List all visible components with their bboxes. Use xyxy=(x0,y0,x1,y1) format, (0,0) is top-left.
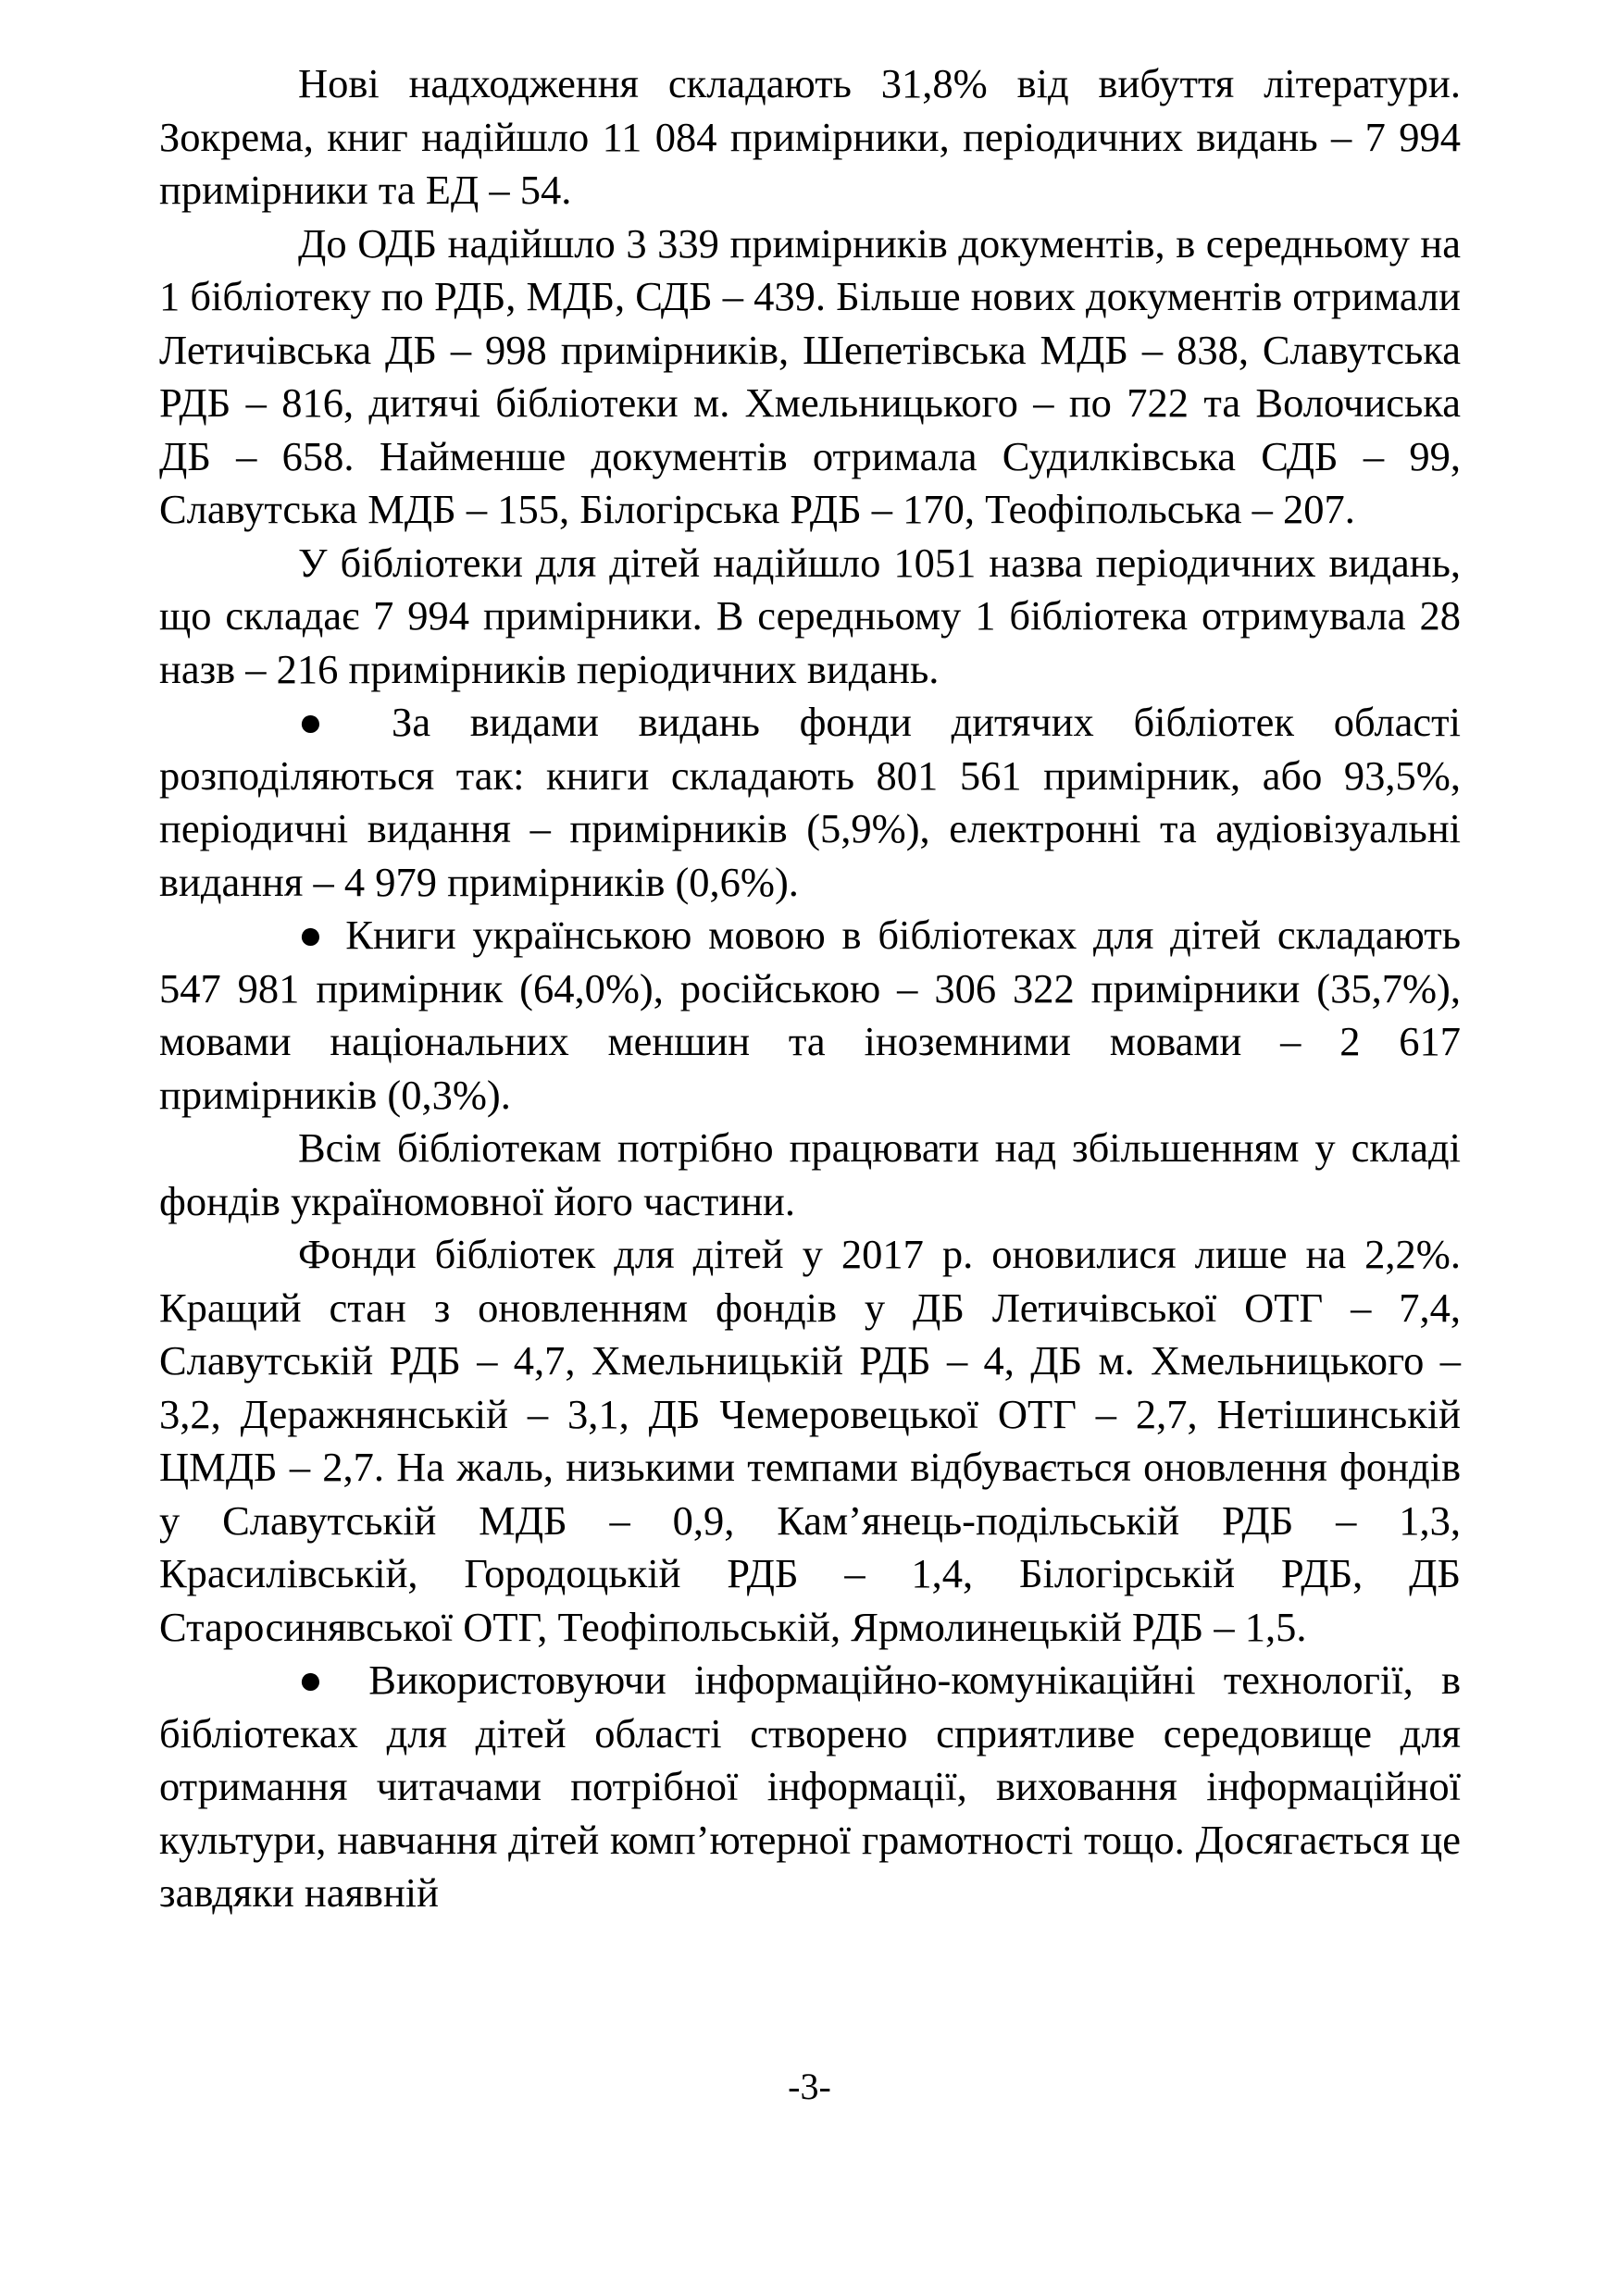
paragraph-new-acquisitions: Нові надходження складають 31,8% від вибуття літератури. Зокрема, книг надійшло 11 084 примірники, періодичних видань – 7 994 примірники та ЕД – 54. xyxy=(159,60,1461,213)
paragraph-funds-by-type: ● За видами видань фонди дитячих бібліотек області розподіляються так: книги складають 801 561 примірник, або 93,5%, періодичні видання – примірників (5,9%), електронні та аудіовізуальні видання – 4 979 примірників (0,6%). xyxy=(159,699,1461,905)
paragraph-periodicals: У бібліотеки для дітей надійшло 1051 назва періодичних видань, що складає 7 994 примірники. В середньому 1 бібліотека отримувала 28 назв – 216 примірників періодичних видань. xyxy=(159,539,1461,692)
paragraph-funds-by-language: ● Книги українською мовою в бібліотеках для дітей складають 547 981 примірник (64,0%), російською – 306 322 примірники (35,7%), мовами національних меншин та іноземними мовами – 2 617 примірників (0,3%). xyxy=(159,912,1461,1118)
paragraph-ukrainian-language-recommendation: Всім бібліотекам потрібно працювати над збільшенням у складі фондів україномовної його частини. xyxy=(159,1124,1461,1224)
paragraph-funds-renewal: Фонди бібліотек для дітей у 2017 р. оновилися лише на 2,2%. Кращий стан з оновленням фондів у ДБ Летичівської ОТГ – 7,4, Славутській РДБ – 4,7, Хмельницькій РДБ – 4, ДБ м. Хмельницького – 3,2, Деражнянській – 3,1, ДБ Чемеровецької ОТГ – 2,7, Нетішинській ЦМДБ – 2,7. На жаль, низькими темпами відбувається оновлення фондів у Славутській МДБ – 0,9, Кам’янець-подільській РДБ – 1,3, Красилівській, Городоцькій РДБ – 1,4, Білогірській РДБ, ДБ Старосинявської ОТГ, Теофіпольській, Ярмолинецькій РДБ – 1,5. xyxy=(159,1231,1461,1650)
page-number: -3- xyxy=(788,2066,831,2107)
document-page-body xyxy=(159,57,1461,1920)
paragraph-ict-technologies: ● Використовуючи інформаційно-комунікаційні технології, в бібліотеках для дітей області створено сприятливе середовище для отримання читачами потрібної інформації, виховання інформаційної культури, навчання дітей комп’ютерної грамотності тощо. Досягається це завдяки наявній xyxy=(159,1657,1461,1916)
paragraph-odb-receipts: До ОДБ надійшло 3 339 примірників документів, в середньому на 1 бібліотеку по РДБ, МДБ, СДБ – 439. Більше нових документів отримали Летичівська ДБ – 998 примірників, Шепетівська МДБ – 838, Славутська РДБ – 816, дитячі бібліотеки м. Хмельницького – по 722 та Волочиська ДБ – 658. Найменше документів отримала Судилківська СДБ – 99, Славутська МДБ – 155, Білогірська РДБ – 170, Теофіпольська – 207. xyxy=(159,219,1461,532)
